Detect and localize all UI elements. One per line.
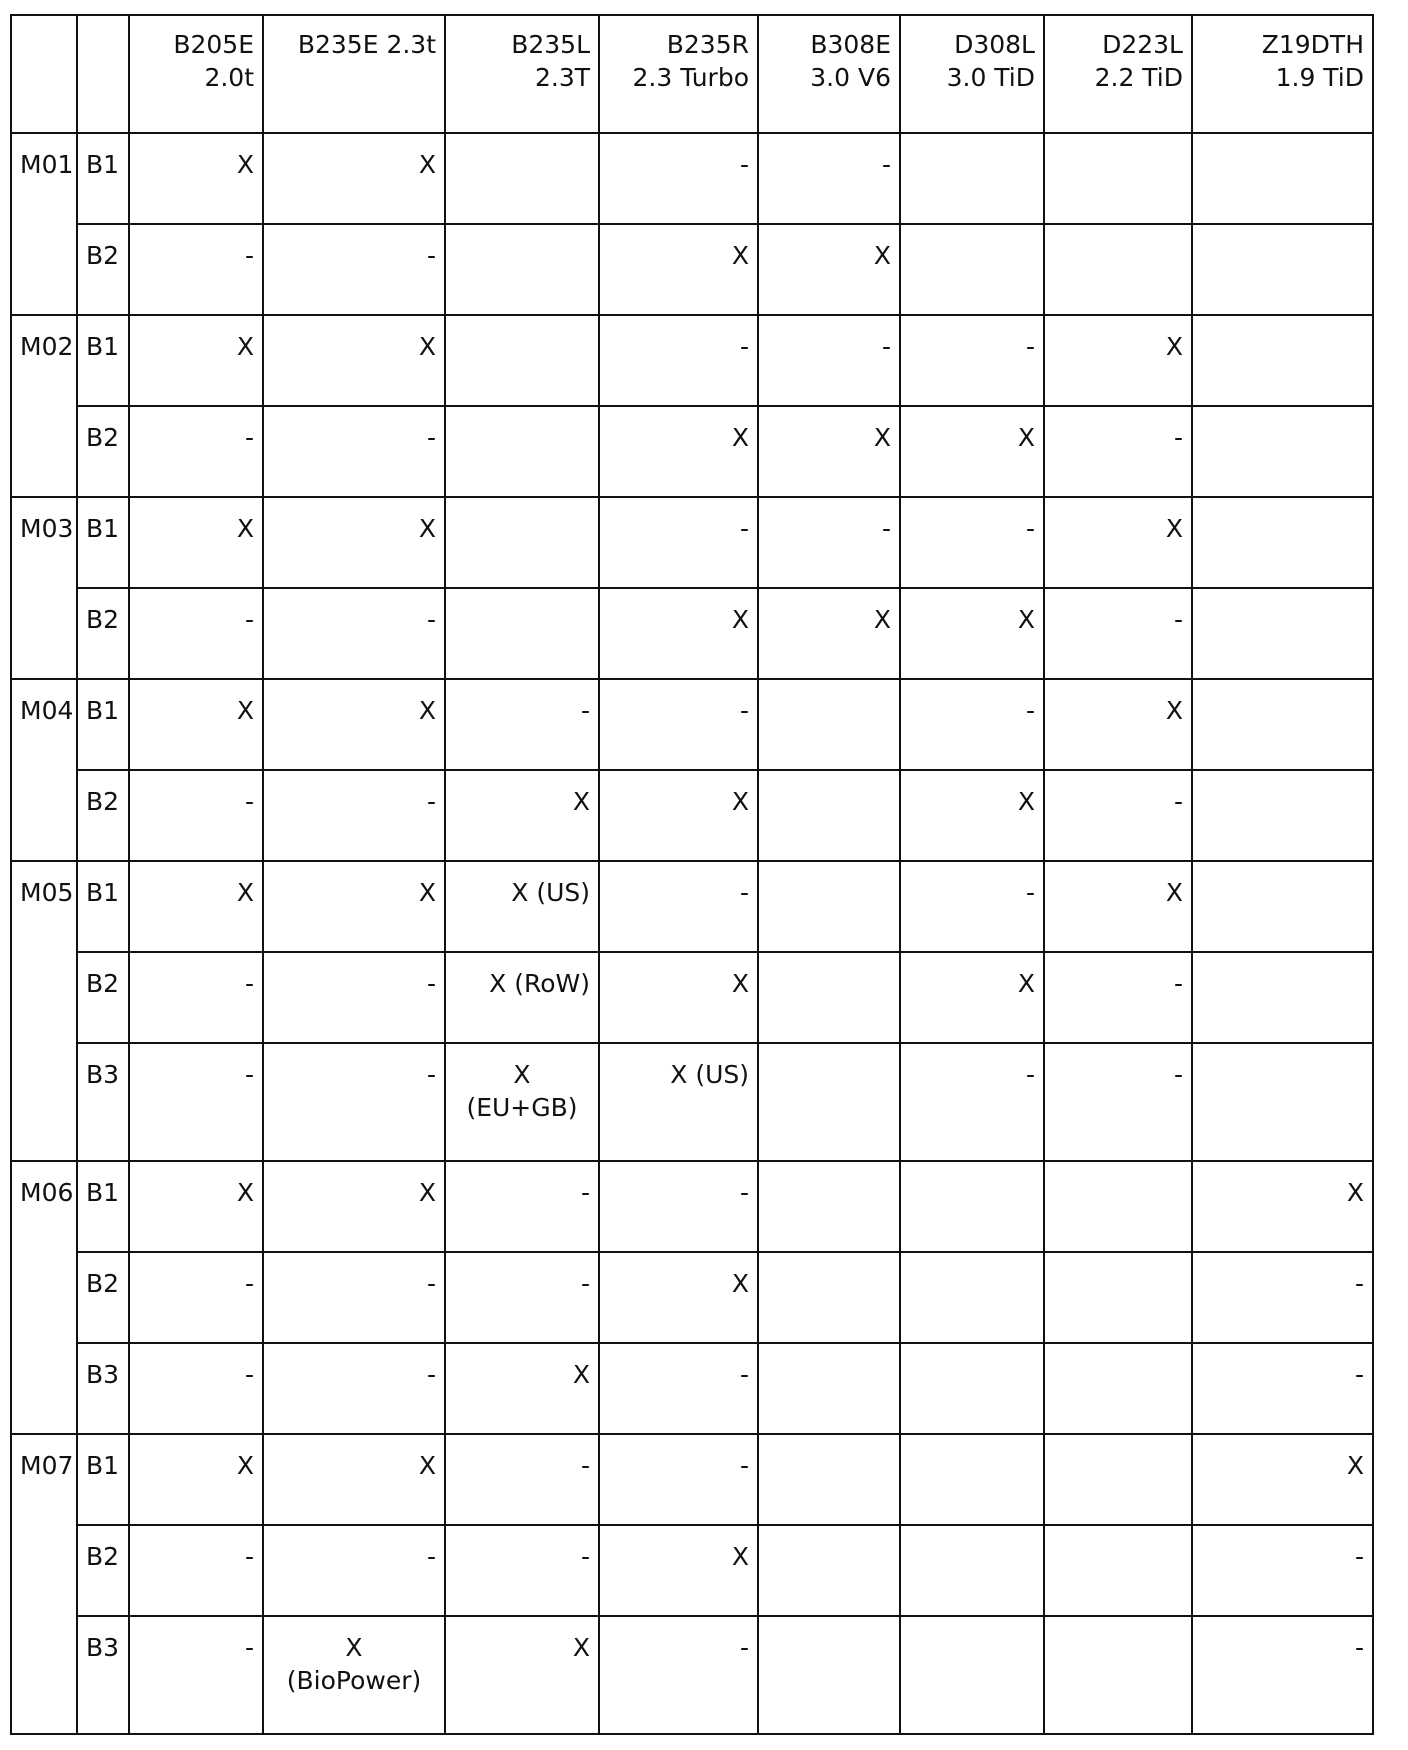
model-cell: M01 (11, 133, 77, 315)
value-cell: - (129, 952, 263, 1043)
value-cell: X (263, 1434, 445, 1525)
value-cell (1044, 224, 1192, 315)
bank-cell: B1 (77, 315, 129, 406)
value-cell: - (599, 497, 758, 588)
value-cell (758, 952, 900, 1043)
value-cell (758, 1616, 900, 1734)
value-cell (1192, 952, 1373, 1043)
model-cell: M06 (11, 1161, 77, 1434)
value-cell (445, 224, 599, 315)
column-header: B205E 2.0t (129, 15, 263, 133)
value-cell: X (129, 133, 263, 224)
value-cell: - (263, 770, 445, 861)
bank-cell: B2 (77, 1525, 129, 1616)
table-row (11, 497, 1373, 588)
value-cell: X (263, 861, 445, 952)
value-cell: X (1044, 861, 1192, 952)
value-cell: - (263, 952, 445, 1043)
table-row (11, 1043, 1373, 1161)
value-cell (900, 1252, 1044, 1343)
value-cell: - (1044, 1043, 1192, 1161)
value-cell: - (758, 315, 900, 406)
value-cell: - (445, 1525, 599, 1616)
value-cell (1192, 770, 1373, 861)
bank-cell: B2 (77, 224, 129, 315)
value-cell: X (1192, 1161, 1373, 1252)
value-cell: X (599, 952, 758, 1043)
value-cell (758, 1161, 900, 1252)
value-cell (445, 133, 599, 224)
value-cell: - (263, 224, 445, 315)
value-cell (445, 497, 599, 588)
table-row (11, 1525, 1373, 1616)
value-cell: X (129, 1161, 263, 1252)
value-cell: X (900, 770, 1044, 861)
value-cell: - (1044, 952, 1192, 1043)
value-cell: X (900, 588, 1044, 679)
value-cell: - (263, 1525, 445, 1616)
value-cell: - (599, 133, 758, 224)
value-cell: X (129, 315, 263, 406)
value-cell: - (445, 1434, 599, 1525)
value-cell: - (900, 497, 1044, 588)
model-cell: M07 (11, 1434, 77, 1734)
value-cell (758, 861, 900, 952)
table-row (11, 406, 1373, 497)
table-row (11, 133, 1373, 224)
value-cell: X (758, 588, 900, 679)
value-cell (1192, 133, 1373, 224)
bank-cell: B3 (77, 1043, 129, 1161)
value-cell: - (129, 1525, 263, 1616)
value-cell (1044, 1616, 1192, 1734)
column-header: B235E 2.3t (263, 15, 445, 133)
value-cell: - (599, 315, 758, 406)
value-cell: - (900, 1043, 1044, 1161)
value-line: X (513, 1060, 531, 1089)
value-cell (900, 1343, 1044, 1434)
value-cell: - (263, 588, 445, 679)
bank-cell: B2 (77, 952, 129, 1043)
column-header: B308E 3.0 V6 (758, 15, 900, 133)
value-cell (1192, 588, 1373, 679)
table-row (11, 1434, 1373, 1525)
table-row (11, 1161, 1373, 1252)
bank-cell: B2 (77, 770, 129, 861)
value-cell: - (129, 1043, 263, 1161)
value-cell: X (1044, 315, 1192, 406)
value-cell: X (263, 315, 445, 406)
value-cell: - (599, 1161, 758, 1252)
value-cell: - (900, 861, 1044, 952)
value-cell: X (599, 224, 758, 315)
bank-cell: B1 (77, 1161, 129, 1252)
table-body (11, 133, 1373, 1734)
table-row (11, 588, 1373, 679)
value-cell (758, 770, 900, 861)
value-cell: - (900, 315, 1044, 406)
table-row (11, 1343, 1373, 1434)
value-cell: - (599, 1434, 758, 1525)
bank-cell: B3 (77, 1616, 129, 1734)
value-cell: X (599, 588, 758, 679)
column-header: Z19DTH 1.9 TiD (1192, 15, 1373, 133)
value-cell: - (599, 1343, 758, 1434)
value-cell: X (RoW) (445, 952, 599, 1043)
value-cell: X (1044, 497, 1192, 588)
value-cell: - (129, 224, 263, 315)
header-row (11, 15, 1373, 133)
value-cell (1192, 497, 1373, 588)
model-cell: M04 (11, 679, 77, 861)
value-cell: X (599, 406, 758, 497)
table-row (11, 1616, 1373, 1734)
table-row (11, 952, 1373, 1043)
value-cell: - (263, 1343, 445, 1434)
value-cell: - (263, 1252, 445, 1343)
value-cell (900, 1161, 1044, 1252)
column-header: D223L 2.2 TiD (1044, 15, 1192, 133)
table-row (11, 1252, 1373, 1343)
value-cell: - (129, 1343, 263, 1434)
table-row (11, 224, 1373, 315)
value-cell: X (599, 770, 758, 861)
value-cell: - (263, 406, 445, 497)
model-cell: M02 (11, 315, 77, 497)
value-line: (EU+GB) (466, 1093, 578, 1122)
value-cell: - (1192, 1616, 1373, 1734)
value-cell: X (263, 497, 445, 588)
value-cell: X (1192, 1434, 1373, 1525)
value-cell (900, 1616, 1044, 1734)
value-cell: - (1044, 588, 1192, 679)
value-cell: X (US) (599, 1043, 758, 1161)
bank-cell: B2 (77, 406, 129, 497)
table-row (11, 770, 1373, 861)
value-cell (1192, 679, 1373, 770)
value-cell: X (758, 224, 900, 315)
value-cell: X (263, 133, 445, 224)
value-cell: X (445, 1616, 599, 1734)
value-cell: X (599, 1252, 758, 1343)
column-header: B235L 2.3T (445, 15, 599, 133)
value-cell (445, 1043, 599, 1161)
value-cell (1044, 1161, 1192, 1252)
bank-cell: B1 (77, 861, 129, 952)
value-cell: X (599, 1525, 758, 1616)
value-cell: X (900, 952, 1044, 1043)
value-cell: - (758, 133, 900, 224)
value-cell: X (900, 406, 1044, 497)
bank-cell: B1 (77, 679, 129, 770)
value-cell (1192, 224, 1373, 315)
model-cell: M05 (11, 861, 77, 1161)
bank-cell: B1 (77, 497, 129, 588)
value-cell: - (129, 1616, 263, 1734)
value-cell (900, 133, 1044, 224)
column-header: B235R 2.3 Turbo (599, 15, 758, 133)
value-cell: - (445, 1161, 599, 1252)
value-cell (758, 1434, 900, 1525)
corner-cell (77, 15, 129, 133)
value-cell: - (263, 1043, 445, 1161)
corner-cell (11, 15, 77, 133)
value-cell (445, 588, 599, 679)
value-cell: - (599, 679, 758, 770)
column-header: D308L 3.0 TiD (900, 15, 1044, 133)
value-cell (758, 679, 900, 770)
bank-cell: B2 (77, 588, 129, 679)
value-cell (758, 1252, 900, 1343)
value-cell (900, 1434, 1044, 1525)
value-cell: - (758, 497, 900, 588)
value-cell: X (129, 497, 263, 588)
value-cell: - (1044, 770, 1192, 861)
value-cell (758, 1525, 900, 1616)
value-cell (1192, 861, 1373, 952)
value-cell: - (599, 861, 758, 952)
value-cell: - (1044, 406, 1192, 497)
model-cell: M03 (11, 497, 77, 679)
value-cell: - (1192, 1343, 1373, 1434)
value-cell (758, 1043, 900, 1161)
value-cell: X (263, 679, 445, 770)
value-cell: X (758, 406, 900, 497)
value-cell (758, 1343, 900, 1434)
table-row (11, 679, 1373, 770)
value-cell (1192, 406, 1373, 497)
value-cell (263, 1616, 445, 1734)
value-cell: X (445, 770, 599, 861)
value-cell: - (129, 588, 263, 679)
value-cell: X (US) (445, 861, 599, 952)
value-cell (900, 1525, 1044, 1616)
value-cell (900, 224, 1044, 315)
engine-compatibility-table (10, 14, 1374, 1735)
value-cell: X (445, 1343, 599, 1434)
bank-cell: B1 (77, 133, 129, 224)
value-cell: - (900, 679, 1044, 770)
value-cell: X (1044, 679, 1192, 770)
value-cell: - (445, 1252, 599, 1343)
value-cell: - (129, 1252, 263, 1343)
value-cell: - (1192, 1252, 1373, 1343)
value-cell (1044, 1434, 1192, 1525)
value-cell: - (129, 406, 263, 497)
value-cell: X (263, 1161, 445, 1252)
value-cell (1044, 1252, 1192, 1343)
value-cell (1044, 133, 1192, 224)
value-cell (1192, 1043, 1373, 1161)
value-cell (445, 406, 599, 497)
value-cell (1044, 1343, 1192, 1434)
table-row (11, 315, 1373, 406)
value-cell: - (599, 1616, 758, 1734)
table-row (11, 861, 1373, 952)
bank-cell: B3 (77, 1343, 129, 1434)
value-cell: - (1192, 1525, 1373, 1616)
value-line: (BioPower) (286, 1666, 422, 1695)
bank-cell: B1 (77, 1434, 129, 1525)
bank-cell: B2 (77, 1252, 129, 1343)
value-cell: X (129, 861, 263, 952)
value-line: X (345, 1633, 363, 1662)
value-cell (1044, 1525, 1192, 1616)
value-cell (445, 315, 599, 406)
value-cell: X (129, 679, 263, 770)
value-cell: - (445, 679, 599, 770)
value-cell (1192, 315, 1373, 406)
value-cell: - (129, 770, 263, 861)
value-cell: X (129, 1434, 263, 1525)
